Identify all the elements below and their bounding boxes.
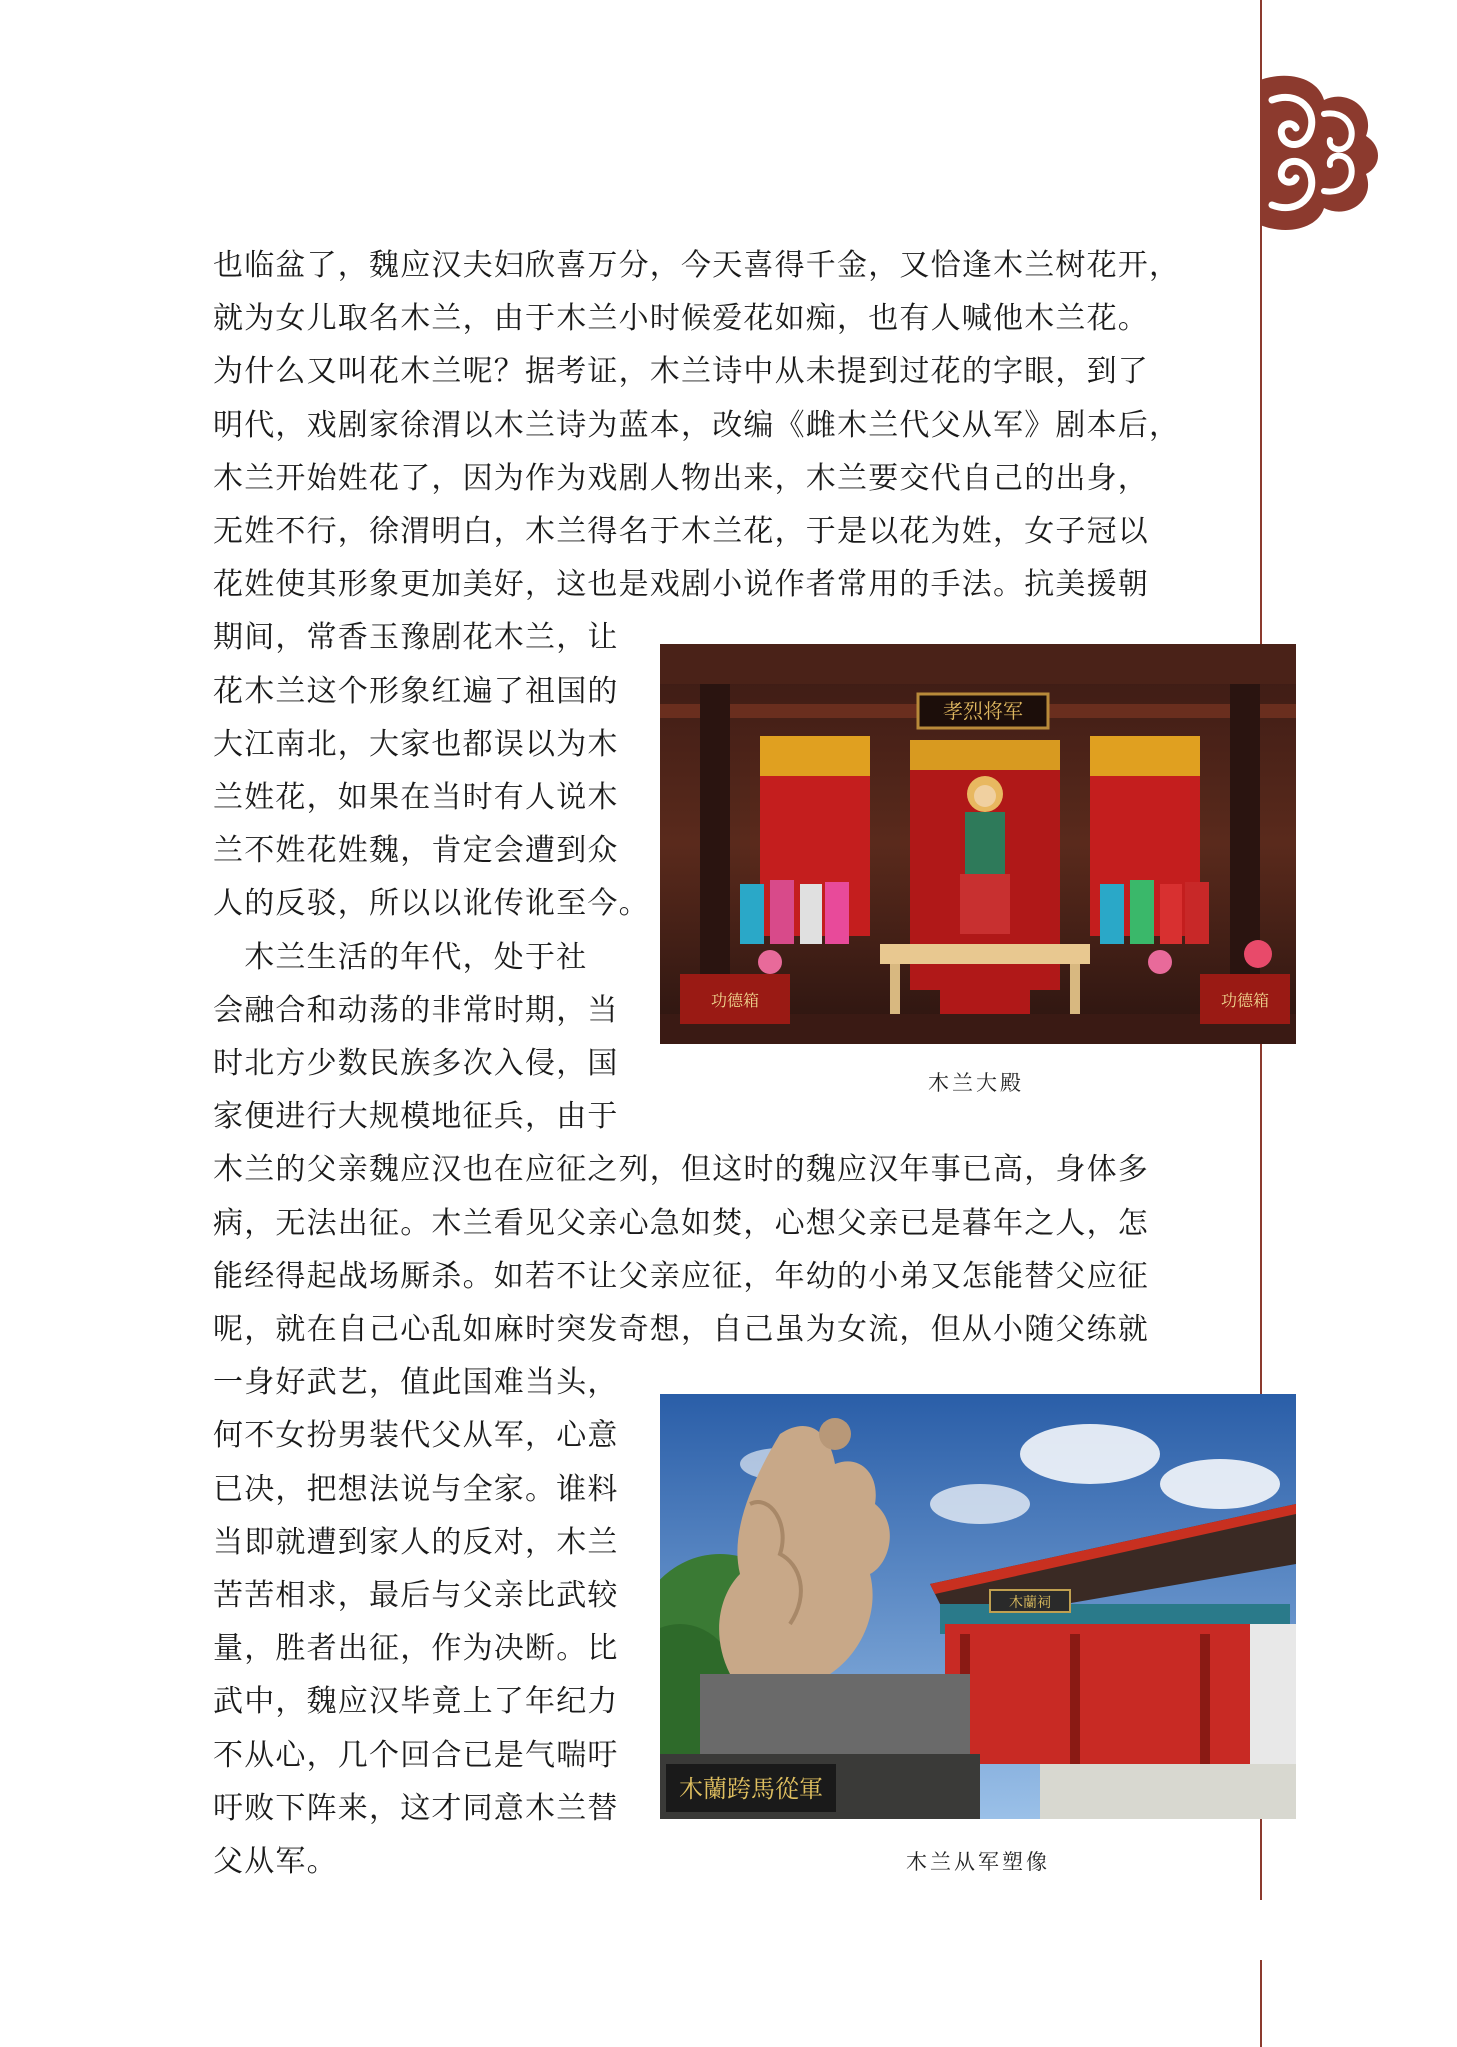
text-line: 当即就遭到家人的反对，木兰: [213, 1524, 619, 1560]
text-line: 大江南北，大家也都误以为木: [213, 726, 619, 762]
text-line: 明代，戏剧家徐渭以木兰诗为蓝本，改编《雌木兰代父从军》剧本后，: [213, 407, 1181, 443]
text-line: 一身好武艺，值此国难当头，: [213, 1365, 619, 1401]
text-line: 苦苦相求，最后与父亲比武较: [213, 1578, 619, 1613]
text-line: 病，无法出征。木兰看见父亲心急如焚，心想父亲已是暮年之人，怎: [213, 1205, 1149, 1241]
mulan-statue-photo: [660, 1394, 1296, 1819]
text-line: 花木兰这个形象红遍了祖国的: [213, 673, 619, 709]
text-line: 时北方少数民族多次入侵，国: [213, 1046, 619, 1081]
page-margin-rule-bottom: [1260, 1960, 1262, 2047]
text-line: 期间，常香玉豫剧花木兰，让: [213, 620, 619, 656]
text-line: 兰姓花，如果在当时有人说木: [213, 780, 619, 815]
text-line: 木兰开始姓花了，因为作为戏剧人物出来，木兰要交代自己的出身，: [213, 460, 1149, 496]
text-line: 能经得起战场厮杀。如若不让父亲应征，年幼的小弟又怎能替父应征: [213, 1258, 1149, 1294]
text-line: 何不女扮男装代父从军，心意: [213, 1418, 619, 1454]
text-line: 无姓不行，徐渭明白，木兰得名于木兰花，于是以花为姓，女子冠以: [213, 514, 1149, 549]
figure1-caption: 木兰大殿: [928, 1071, 1024, 1095]
pedestal-inscription-text: 木蘭跨馬從軍: [679, 1775, 823, 1803]
text-line: 家便进行大规模地征兵，由于: [213, 1099, 619, 1135]
text-line: 父从军。: [213, 1844, 338, 1879]
text-line: 已决，把想法说与全家。谁料: [213, 1471, 619, 1507]
text-line: 兰不姓花姓魏，肯定会遭到众: [213, 833, 619, 869]
text-line: 武中，魏应汉毕竟上了年纪力: [213, 1684, 619, 1720]
donation-box-right-text: 功德箱: [1220, 991, 1270, 1010]
mulan-hall-photo: [660, 644, 1296, 1044]
text-line: 不从心，几个回合已是气喘吁: [213, 1737, 619, 1773]
text-line: 呢，就在自己心乱如麻时突发奇想，自己虽为女流，但从小随父练就: [213, 1312, 1149, 1347]
figure2-caption: 木兰从军塑像: [906, 1850, 1050, 1874]
text-line: 人的反驳，所以以讹传讹至今。: [213, 886, 650, 922]
hall-plaque-text: 孝烈将军: [943, 699, 1023, 723]
text-line: 花姓使其形象更加美好，这也是戏剧小说作者常用的手法。抗美援朝: [213, 567, 1149, 603]
text-line: 就为女儿取名木兰，由于木兰小时候爱花如痴，也有人喊他木兰花。: [213, 301, 1149, 337]
donation-box-left-text: 功德箱: [710, 991, 760, 1010]
text-line: 也临盆了，魏应汉夫妇欣喜万分，今天喜得千金，又恰逢木兰树花开，: [213, 248, 1181, 283]
text-line: 木兰生活的年代，处于社: [213, 939, 588, 975]
text-line: 量，胜者出征，作为决断。比: [213, 1631, 619, 1667]
text-line: 木兰的父亲魏应汉也在应征之列，但这时的魏应汉年事已高，身体多: [213, 1152, 1149, 1188]
gate-plaque-text: 木蘭祠: [1009, 1595, 1051, 1611]
text-line: 为什么又叫花木兰呢？据考证，木兰诗中从未提到过花的字眼，到了: [213, 354, 1149, 390]
text-line: 会融合和动荡的非常时期，当: [213, 992, 619, 1028]
cloud-ornament-icon: [1258, 70, 1382, 235]
text-line: 吁败下阵来，这才同意木兰替: [213, 1790, 619, 1826]
